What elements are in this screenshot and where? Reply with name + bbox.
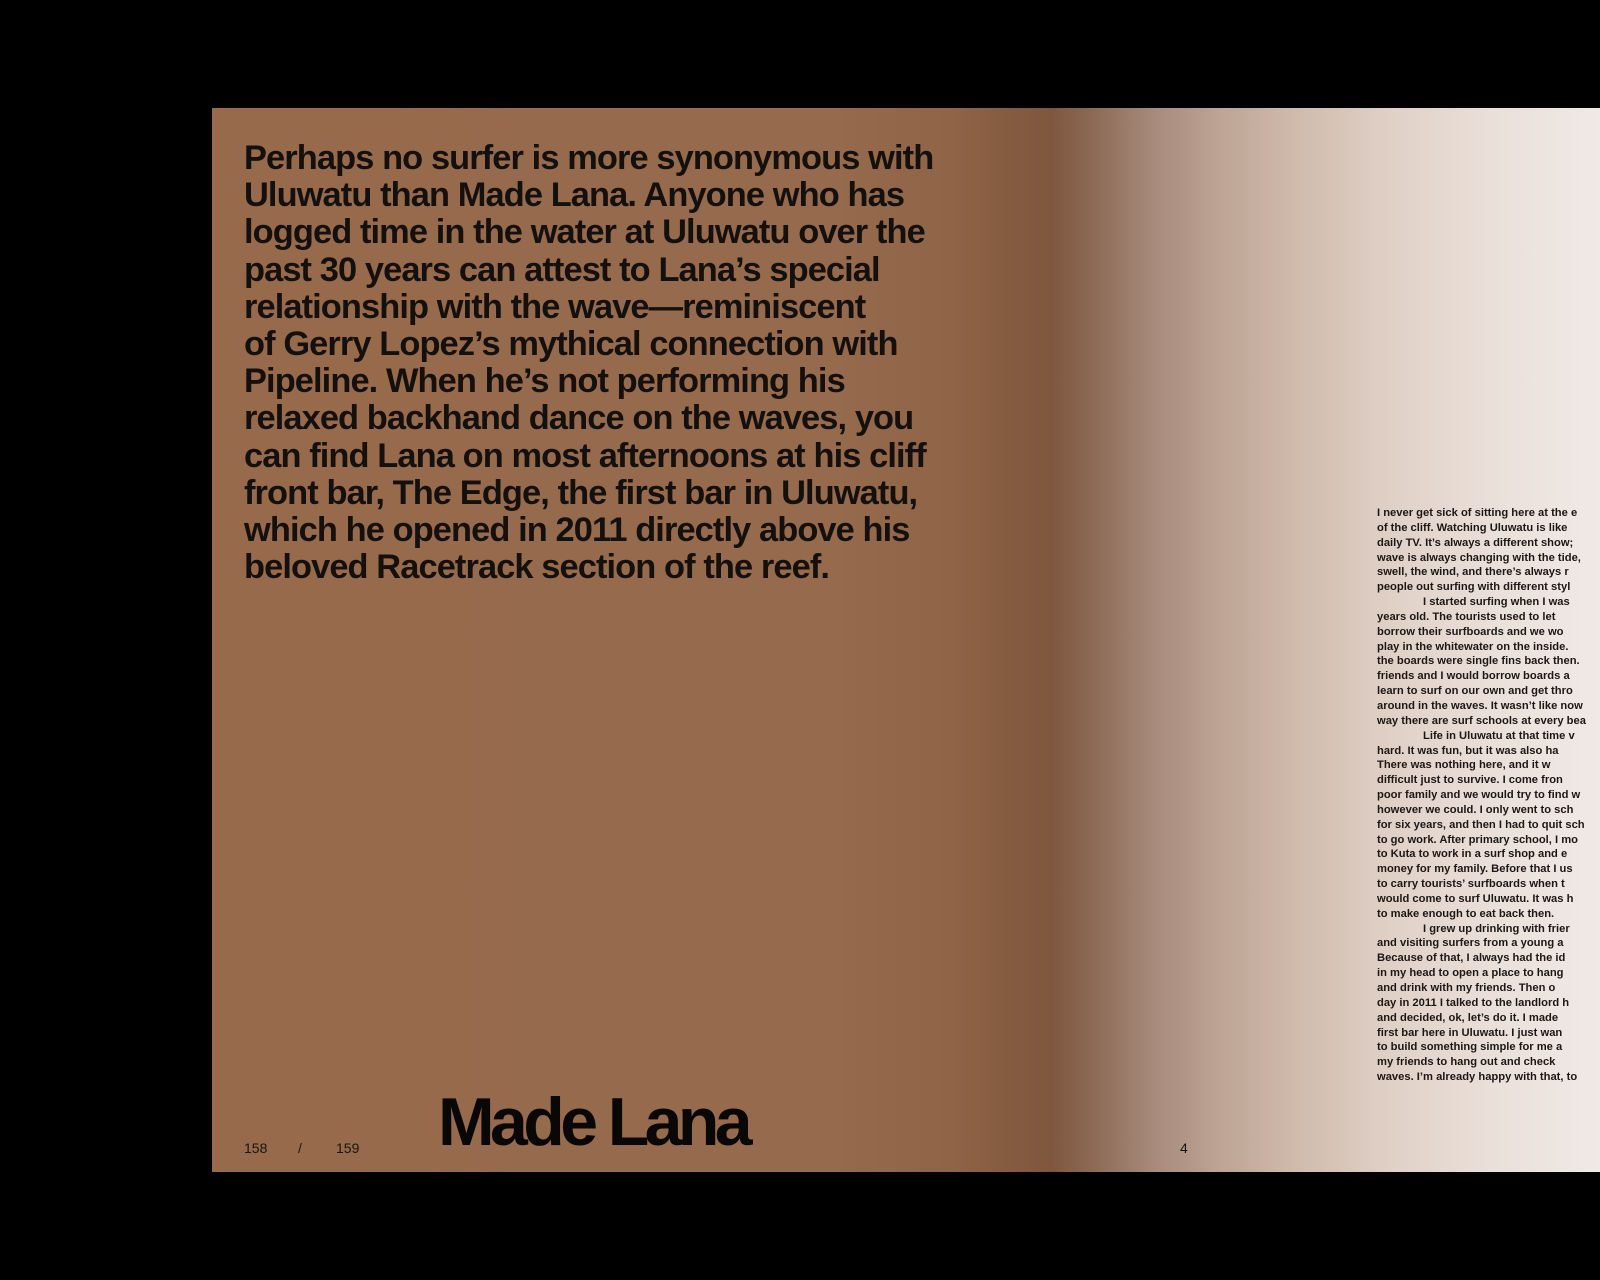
body-line: to Kuta to work in a surf shop and e <box>1377 848 1568 861</box>
body-line: Life in Uluwatu at that time v <box>1423 729 1575 742</box>
lede-line: front bar, The Edge, the first bar in Uluwatu, <box>244 473 918 512</box>
body-line: and drink with my friends. Then o <box>1377 982 1556 994</box>
body-line: difficult just to survive. I come fron <box>1377 774 1563 787</box>
body-line: to make enough to eat back then. <box>1377 907 1555 920</box>
body-text-column <box>1377 506 1600 1085</box>
body-line: I never get sick of sitting here at the e <box>1377 507 1578 519</box>
body-line: play in the whitewater on the inside. <box>1377 640 1569 653</box>
body-line: poor family and we would try to find w <box>1377 789 1581 802</box>
body-line: I grew up drinking with frier <box>1423 922 1570 935</box>
lede-line: past 30 years can attest to Lana’s special <box>244 250 880 289</box>
page-number-separator: / <box>298 1140 302 1156</box>
body-line: and visiting surfers from a young a <box>1377 937 1564 950</box>
lede-paragraph <box>244 140 1004 586</box>
body-line: around in the waves. It wasn’t like now <box>1377 699 1583 712</box>
lede-line: can find Lana on most afternoons at his cliff <box>244 436 926 475</box>
lede-line: Perhaps no surfer is more synonymous with <box>244 139 934 177</box>
body-line: to build something simple for me a <box>1377 1041 1563 1054</box>
lede-line: of Gerry Lopez’s mythical connection with <box>244 325 898 364</box>
body-line: wave is always changing with the tide, <box>1377 551 1581 564</box>
body-line: my friends to hang out and check <box>1377 1056 1556 1069</box>
body-line: people out surfing with different styl <box>1377 581 1571 594</box>
body-line: Because of that, I always had the id <box>1377 952 1566 965</box>
body-line: There was nothing here, and it w <box>1377 759 1551 772</box>
lede-line: which he opened in 2011 directly above his <box>244 511 910 550</box>
body-line: of the cliff. Watching Uluwatu is like <box>1377 521 1568 534</box>
open-spread <box>212 108 1600 1172</box>
body-line: way there are surf schools at every bea <box>1377 714 1586 727</box>
body-line: swell, the wind, and there’s always r <box>1377 566 1569 579</box>
lede-line: Pipeline. When he’s not performing his <box>244 362 845 401</box>
body-line: money for my family. Before that I us <box>1377 863 1573 876</box>
body-line: waves. I’m already happy with that, to <box>1377 1071 1578 1084</box>
body-line: day in 2011 I talked to the landlord h <box>1377 996 1570 1009</box>
body-line: friends and I would borrow boards a <box>1377 670 1570 683</box>
lede-line: Uluwatu than Made Lana. Anyone who has <box>244 176 905 215</box>
body-line: the boards were single fins back then. <box>1377 655 1580 668</box>
body-line: for six years, and then I had to quit sch <box>1377 818 1585 831</box>
body-line: and decided, ok, let’s do it. I made <box>1377 1011 1559 1024</box>
article-title: Made Lana <box>438 1084 749 1160</box>
body-line: borrow their surfboards and we wo <box>1377 625 1564 638</box>
lede-line: relaxed backhand dance on the waves, you <box>244 399 914 438</box>
lede-line: beloved Racetrack section of the reef. <box>244 548 830 587</box>
body-line: to go work. After primary school, I mo <box>1377 833 1578 846</box>
lede-line: logged time in the water at Uluwatu over the <box>244 213 925 252</box>
body-line: learn to surf on our own and get thro <box>1377 685 1573 698</box>
section-number: 4 <box>1180 1140 1188 1156</box>
page-number-right: 159 <box>336 1140 360 1156</box>
body-line: first bar here in Uluwatu. I just wan <box>1377 1026 1563 1039</box>
body-line: daily TV. It’s always a different show; <box>1377 536 1574 549</box>
body-line: years old. The tourists used to let <box>1377 610 1556 623</box>
body-line: in my head to open a place to hang <box>1377 967 1564 980</box>
lede-line: relationship with the wave—reminiscent <box>244 287 866 326</box>
body-line: would come to surf Uluwatu. It was h <box>1377 892 1574 905</box>
page-number-left: 158 <box>244 1140 268 1156</box>
body-line: however we could. I only went to sch <box>1377 803 1574 816</box>
body-line: hard. It was fun, but it was also ha <box>1377 744 1559 757</box>
body-line: I started surfing when I was <box>1423 596 1570 609</box>
body-line: to carry tourists’ surfboards when t <box>1377 878 1565 891</box>
